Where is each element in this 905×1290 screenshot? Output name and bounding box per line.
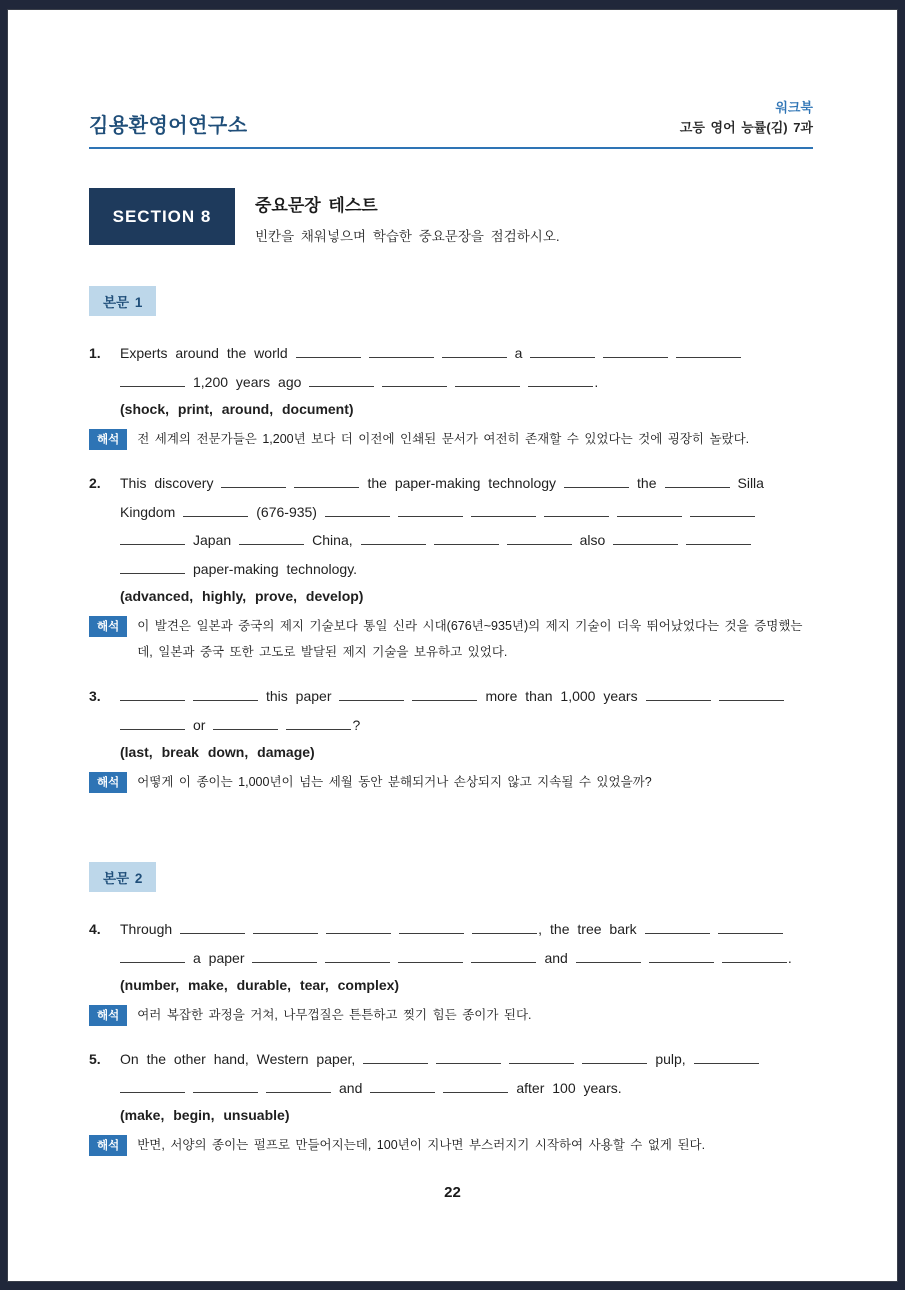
question-number: 4. [89,921,101,938]
blank-field [471,950,536,963]
question-body [120,687,813,760]
blank-group [296,345,361,361]
sentence-line [120,474,813,492]
sentence-text: paper-making technology. [193,560,358,577]
blank-group [325,950,390,966]
blank-field [326,921,391,934]
blank-group [676,345,741,361]
blank-field [564,475,629,488]
blank-group [719,688,784,704]
blank-field [686,532,751,545]
blank-group [120,717,185,733]
blank-field [363,1051,428,1064]
blank-group [509,1051,574,1067]
translation-row [89,1135,813,1158]
blank-group [193,1080,258,1096]
section-subtitle: 빈칸을 채워넣으며 학습한 중요문장을 점검하시오. [255,229,560,245]
sentence-line [120,1079,813,1097]
blank-field [617,504,682,517]
word-bank: (number, make, durable, tear, complex) [120,977,400,994]
blank-group [398,504,463,520]
blank-field [507,532,572,545]
sentence-text: (676-935) [256,503,317,520]
blank-group [399,921,464,937]
blank-field [412,688,477,701]
blank-group [528,374,598,390]
question-item [89,1050,813,1123]
question-item [89,344,813,417]
blank-group [193,688,258,704]
blank-group [582,1051,647,1067]
blank-field [472,921,537,934]
blank-group [213,717,278,733]
header-right [680,98,813,138]
sentence-text: Kingdom [120,503,176,520]
blank-group [309,374,374,390]
blank-field [603,345,668,358]
header-divider [89,147,813,149]
sentence-text: This discovery [120,475,214,492]
passage-badge: 본문 1 [89,286,156,316]
blank-field [382,374,447,387]
sentence-line [120,503,813,521]
blank-field [690,504,755,517]
blank-field [665,475,730,488]
blank-field [646,688,711,701]
blank-group [363,1051,428,1067]
word-bank: (last, break down, damage) [120,744,315,761]
blank-group [694,1051,759,1067]
blank-group [398,950,463,966]
blank-field [339,688,404,701]
blank-group [239,532,304,548]
sentence-line [120,949,813,967]
blank-field [613,532,678,545]
sentence-text: a paper [193,949,245,966]
blank-field [576,950,641,963]
blank-field [239,532,304,545]
word-bank: (advanced, highly, prove, develop) [120,588,364,605]
punctuation: , [538,921,543,938]
blank-field [193,1080,258,1093]
blank-field [193,688,258,701]
blank-field [325,504,390,517]
blank-field [399,921,464,934]
blank-group [183,504,248,520]
blank-field [509,1051,574,1064]
translation-text: 전 세계의 전문가들은 1,200년 보다 더 이전에 인쇄된 문서가 여전히 존재할 수 있었다는 것에 굉장히 놀랐다. [137,432,750,447]
section-text [255,188,560,245]
blank-group [686,532,751,548]
translation-badge: 해석 [89,429,127,450]
section-number-box: SECTION 8 [89,188,235,245]
blank-group [294,475,359,491]
blank-group [718,921,783,937]
sentence-text: this paper [266,688,332,705]
blank-group [326,921,391,937]
question-item [89,474,813,604]
blank-group [617,504,682,520]
question-number: 2. [89,475,101,492]
blank-field [120,532,185,545]
blank-field [719,688,784,701]
blank-group [443,1080,508,1096]
blank-group [120,1080,185,1096]
sentence-text: 1,200 years ago [193,373,302,390]
blank-field [120,561,185,574]
blank-group [646,688,711,704]
sentence-text: Japan [193,532,232,549]
translation-badge: 해석 [89,616,127,637]
punctuation: . [787,949,792,966]
blank-field [530,345,595,358]
blank-field [528,374,593,387]
question-number: 5. [89,1051,101,1068]
blank-group [120,374,185,390]
question-number: 1. [89,345,101,362]
blank-field [294,475,359,488]
question-item [89,687,813,760]
blank-group [436,1051,501,1067]
sentence-text: after 100 years. [516,1079,622,1096]
sentence-text: On the other hand, Western paper, [120,1051,356,1068]
question-body [120,1050,813,1123]
blank-group [382,374,447,390]
translation-badge: 해석 [89,1005,127,1026]
blank-group [339,688,404,704]
blank-field [649,950,714,963]
blank-field [370,1080,435,1093]
workbook-label: 워크북 [775,100,813,115]
translation-row [89,772,813,795]
blank-group [180,921,245,937]
sentence-line [120,344,813,362]
blank-field [120,688,185,701]
blank-field [120,717,185,730]
page-number: 22 [444,1184,461,1201]
question-number: 3. [89,688,101,705]
blank-group [120,561,185,577]
blank-field [436,1051,501,1064]
punctuation: . [594,373,599,390]
worksheet-body [89,245,813,1184]
blank-group [120,950,185,966]
blank-group [361,532,426,548]
sentence-line [120,716,813,734]
translation-row [89,1005,813,1028]
blank-field [471,504,536,517]
question-body [120,920,813,993]
blank-field [286,717,351,730]
page-header [89,98,813,138]
blank-group [507,532,572,548]
sentence-text: a [514,345,523,362]
blank-field [183,504,248,517]
blank-group [649,950,714,966]
blank-field [296,345,361,358]
blank-group [690,504,755,520]
sentence-text: the [637,475,657,492]
blank-group [471,950,536,966]
blank-group [472,921,542,937]
passage-badge: 본문 2 [89,862,156,892]
blank-field [120,950,185,963]
blank-field [180,921,245,934]
translation-text: 반면, 서양의 종이는 펄프로 만들어지는데, 100년이 지나면 부스러지기 시작하여 사용할 수 없게 된다. [137,1138,706,1153]
sentence-text: more than 1,000 years [485,688,638,705]
blank-field [434,532,499,545]
blank-group [613,532,678,548]
blank-group [455,374,520,390]
blank-field [676,345,741,358]
blank-group [442,345,507,361]
sentence-line [120,560,813,578]
blank-group [266,1080,331,1096]
blank-field [369,345,434,358]
blank-group [412,688,477,704]
blank-field [398,950,463,963]
blank-field [252,950,317,963]
punctuation: ? [352,716,361,733]
blank-group [253,921,318,937]
blank-field [221,475,286,488]
sentence-text: the tree bark [550,921,637,938]
blank-group [120,532,185,548]
translation-badge: 해석 [89,772,127,793]
blank-field [645,921,710,934]
question-body [120,344,813,417]
translation-text: 여러 복잡한 과정을 거쳐, 나무껍질은 튼튼하고 찢기 힘든 종이가 된다. [137,1008,532,1023]
section-heading [89,188,813,245]
sentence-text: Experts around the world [120,345,288,362]
blank-group [252,950,317,966]
blank-group [530,345,595,361]
sentence-text: China, [312,532,353,549]
blank-field [398,504,463,517]
blank-group [221,475,286,491]
word-bank: (make, begin, unsuable) [120,1107,290,1124]
translation-row [89,616,813,665]
group-spacer [89,795,813,821]
sentence-text: pulp, [655,1051,686,1068]
question-item [89,920,813,993]
sentence-line [120,920,813,938]
blank-field [253,921,318,934]
word-bank: (shock, print, around, document) [120,401,354,418]
blank-field [722,950,787,963]
blank-field [213,717,278,730]
blank-field [442,345,507,358]
institute-name: 김용환영어연구소 [89,115,248,138]
blank-field [309,374,374,387]
sentence-line [120,1050,813,1068]
blank-group [120,688,185,704]
worksheet-page [7,9,898,1282]
blank-field [120,1080,185,1093]
blank-group [645,921,710,937]
blank-field [361,532,426,545]
sentence-text: Through [120,921,173,938]
blank-field [120,374,185,387]
translation-text: 이 발견은 일본과 중국의 제지 기술보다 통일 신라 시대(676년~935년)의 제지 기술이 더욱 뛰어났었다는 것을 증명했는데, 일본과 중국 또한 고도로 발달된 제지 기술을 보유하고 있었다. [137,619,803,660]
translation-row [89,429,813,452]
blank-group [286,717,360,733]
blank-field [694,1051,759,1064]
blank-field [443,1080,508,1093]
section-title: 중요문장 테스트 [255,196,378,216]
blank-field [718,921,783,934]
sentence-text: the paper-making technology [367,475,557,492]
blank-group [722,950,792,966]
sentence-line [120,373,813,391]
translation-text: 어떻게 이 종이는 1,000년이 넘는 세월 동안 분해되거나 손상되지 않고 지속될 수 있었을까? [137,775,652,790]
blank-group [665,475,730,491]
blank-group [370,1080,435,1096]
blank-group [544,504,609,520]
page-content [8,10,897,1281]
translation-badge: 해석 [89,1135,127,1156]
blank-group [434,532,499,548]
blank-field [325,950,390,963]
blank-group [603,345,668,361]
blank-field [544,504,609,517]
question-body [120,474,813,604]
blank-group [369,345,434,361]
blank-field [266,1080,331,1093]
blank-group [325,504,390,520]
sentence-text: or [193,716,206,733]
group-spacer [89,1158,813,1184]
sentence-line [120,531,813,549]
blank-group [576,950,641,966]
blank-field [455,374,520,387]
sentence-text: also [579,532,606,549]
course-label: 고등 영어 능률(김) 7과 [679,120,813,136]
blank-field [582,1051,647,1064]
sentence-text: and [544,949,568,966]
blank-group [471,504,536,520]
sentence-text: and [339,1079,363,1096]
sentence-line [120,687,813,705]
sentence-text: Silla [737,475,764,492]
blank-group [564,475,629,491]
